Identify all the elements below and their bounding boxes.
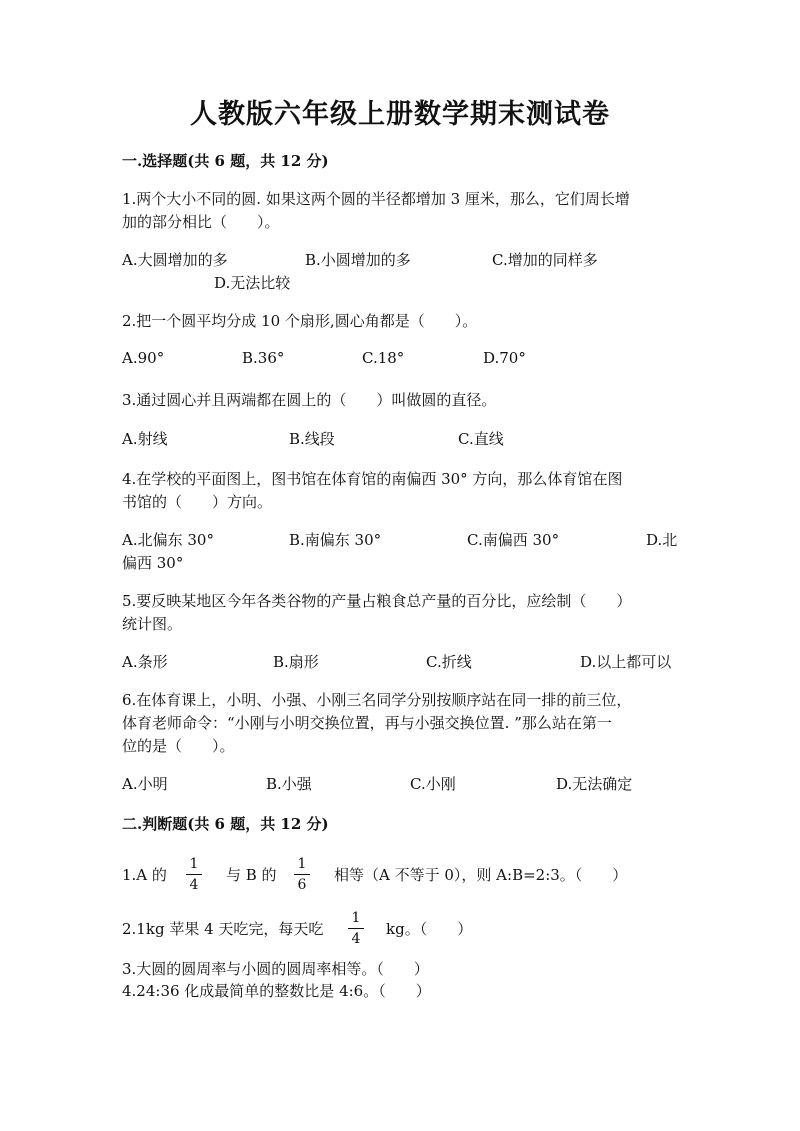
fraction-numerator: 1 (297, 856, 307, 872)
fraction-denominator: 4 (351, 931, 361, 947)
question-2-option-b: B.36° (242, 349, 285, 367)
question-1-line-2: 加的部分相比（ ）。 (122, 213, 280, 231)
question-4-line-1: 4.在学校的平面图上，图书馆在体育馆的南偏西 30° 方向，那么体育馆在图 (122, 470, 623, 488)
question-5-option-d: D.以上都可以 (580, 653, 672, 671)
question-5-option-c: C.折线 (426, 653, 472, 671)
question-3-line-1: 3.通过圆心并且两端都在圆上的（ ）叫做圆的直径。 (122, 391, 497, 409)
question-3-option-b: B.线段 (289, 430, 335, 448)
fraction-bar (186, 874, 202, 875)
section-header-choice: 一.选择题(共 6 题，共 12 分) (122, 152, 329, 170)
fraction-denominator: 4 (189, 877, 199, 893)
question-6-line-2: 体育老师命令：“小刚与小明交换位置，再与小强交换位置. ”那么站在第一 (122, 714, 612, 732)
question-1-option-c: C.增加的同样多 (492, 251, 598, 269)
question-5-option-a: A.条形 (122, 653, 168, 671)
question-1-option-a: A.大圆增加的多 (122, 251, 228, 269)
section-header-judgment: 二.判断题(共 6 题，共 12 分) (122, 815, 329, 833)
judgment-1-fraction-1 (186, 855, 202, 894)
judgment-1-fraction-2 (294, 855, 310, 894)
question-4-option-b: B.南偏东 30° (289, 531, 382, 549)
question-6-line-1: 6.在体育课上，小明、小强、小刚三名同学分别按顺序站在同一排的前三位， (122, 691, 632, 709)
question-2-option-c: C.18° (362, 349, 405, 367)
question-4-option-d-wrap: 偏西 30° (122, 554, 184, 572)
question-4-option-a: A.北偏东 30° (122, 531, 214, 549)
question-5-line-1: 5.要反映某地区今年各类谷物的产量占粮食总产量的百分比，应绘制（ ） (122, 592, 632, 610)
question-6-line-3: 位的是（ ）。 (122, 737, 235, 755)
question-6-option-a: A.小明 (122, 775, 168, 793)
question-2-line-1: 2.把一个圆平均分成 10 个扇形,圆心角都是（ ）。 (122, 312, 478, 330)
question-1-line-1: 1.两个大小不同的圆. 如果这两个圆的半径都增加 3 厘米，那么，它们周长增 (122, 190, 630, 208)
question-2-option-a: A.90° (122, 349, 165, 367)
question-6-option-b: B.小强 (266, 775, 312, 793)
question-3-option-a: A.射线 (122, 430, 168, 448)
judgment-3: 3.大圆的圆周率与小圆的圆周率相等。（ ） (122, 960, 429, 978)
question-6-option-c: C.小刚 (410, 775, 456, 793)
page-title: 人教版六年级上册数学期末测试卷 (190, 99, 610, 130)
fraction-denominator: 6 (297, 877, 307, 893)
question-4-option-d: D.北 (646, 531, 678, 549)
judgment-1-part-1: 1.A 的 (122, 866, 167, 884)
question-5-line-2: 统计图。 (122, 615, 183, 633)
question-3-option-c: C.直线 (458, 430, 504, 448)
question-4-line-2: 书馆的（ ）方向。 (122, 493, 273, 511)
judgment-1-part-2: 与 B 的 (226, 866, 277, 884)
judgment-2-part-1: 2.1kg 苹果 4 天吃完，每天吃 (122, 920, 324, 938)
question-4-option-c: C.南偏西 30° (467, 531, 560, 549)
judgment-4: 4.24:36 化成最简单的整数比是 4:6。（ ） (122, 982, 431, 1000)
question-1-option-b: B.小圆增加的多 (305, 251, 411, 269)
judgment-2-fraction (348, 909, 364, 948)
question-5-option-b: B.扇形 (273, 653, 319, 671)
question-1-option-d: D.无法比较 (214, 274, 291, 292)
judgment-1-part-3: 相等（A 不等于 0），则 A:B=2:3。（ ） (334, 866, 628, 884)
question-6-option-d: D.无法确定 (556, 775, 633, 793)
fraction-numerator: 1 (351, 910, 361, 926)
fraction-bar (294, 874, 310, 875)
judgment-2-part-2: kg。（ ） (386, 920, 473, 938)
fraction-bar (348, 928, 364, 929)
fraction-numerator: 1 (189, 856, 199, 872)
question-2-option-d: D.70° (483, 349, 526, 367)
